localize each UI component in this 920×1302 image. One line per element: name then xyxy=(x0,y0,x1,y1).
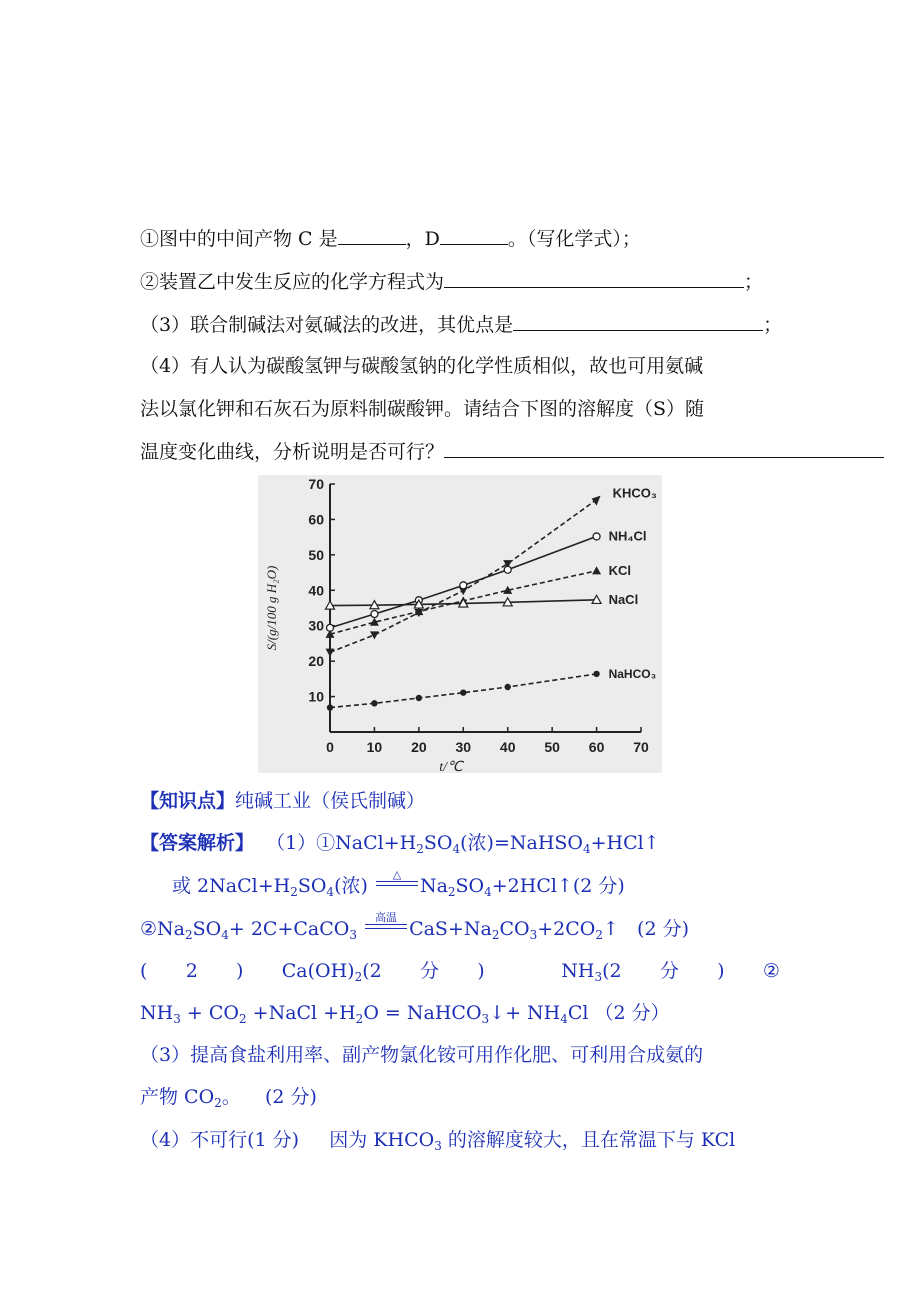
high-temp-condition: 高温 xyxy=(363,915,409,935)
series-point-khco xyxy=(592,496,601,506)
question-4-line3: 温度变化曲线，分析说明是否可行？ xyxy=(140,439,884,465)
answer-section-2-header: ( 2 ) $Ca(OH)_2(2$ 分 ) $NH_3(2$ 分 ) ② xyxy=(140,960,780,984)
series-label-kcl: KCl xyxy=(608,562,631,578)
y-tick-label: 40 xyxy=(308,582,324,599)
series-point-khco xyxy=(326,649,335,657)
y-tick-label: 60 xyxy=(308,511,324,528)
x-axis-label: t/℃ xyxy=(439,760,463,773)
series-label-khco: KHCO₃ xyxy=(612,485,657,501)
series-point-nahco xyxy=(460,689,466,695)
y-tick-label: 30 xyxy=(308,617,324,634)
question-4-line1: （4）有人认为碳酸氢钾与碳酸氢钠的化学性质相似，故也可用氨碱 xyxy=(140,355,704,377)
series-point-nhcl xyxy=(593,533,600,540)
knowledge-point: 【知识点】纯碱工业（侯氏制碱） xyxy=(140,790,426,812)
x-tick-label: 0 xyxy=(326,739,334,755)
series-point-nhcl xyxy=(504,566,511,573)
answer-blank-advantage xyxy=(513,312,763,331)
answer-blank-d xyxy=(440,226,508,245)
x-tick-label: 20 xyxy=(411,739,427,755)
series-label-nacl: NaCl xyxy=(608,591,639,607)
solubility-chart xyxy=(258,475,662,773)
series-label-nahco: NaHCO₃ xyxy=(608,666,657,681)
y-tick-label: 10 xyxy=(308,688,324,705)
y-tick-label: 20 xyxy=(308,653,324,670)
x-tick-label: 10 xyxy=(366,739,383,755)
x-tick-label: 30 xyxy=(455,739,472,755)
answer-2-1-line1: 【答案解析】 $(1)①NaCl+H_2SO_4$(浓)=NaHSO$_4$+HCl↑ xyxy=(140,832,660,856)
question-2-1: ①图中的中间产物 C 是 ，D 。（写化学式）； xyxy=(140,228,641,250)
answer-2-2: $②Na_2SO_4+$ 2C+CaCO$_3$ 高温 $CaS+Na_2CO_3+2CO_2↑$ (2 分) xyxy=(140,911,689,942)
series-point-nahco xyxy=(416,695,422,701)
x-tick-label: 70 xyxy=(633,739,649,755)
x-tick-label: 50 xyxy=(544,739,560,755)
question-4-line2: 法以氯化钾和石灰石为原料制碳酸钾。请结合下图的溶解度（S）随 xyxy=(140,398,705,420)
answer-blank-c xyxy=(338,226,406,245)
answer-nh3-equation: $NH_3 + CO_2$ +NaCl $+H_2O$ = NaHCO$_3$↓+ $NH_4Cl$ （2 分） xyxy=(140,1002,670,1026)
y-tick-label: 70 xyxy=(308,476,324,492)
series-point-nahco xyxy=(505,684,511,690)
question-2-2: ②装置乙中发生反应的化学方程式为 ； xyxy=(140,271,764,293)
answer-3-line2: 产物 $CO_2$。 (2 分) xyxy=(140,1086,317,1110)
y-axis-label: S/(g/100 g H₂O) xyxy=(264,565,279,651)
question-3: （3）联合制碱法对氨碱法的改进，其优点是 ； xyxy=(140,314,783,336)
series-label-nhcl: NH₄Cl xyxy=(608,528,647,544)
answer-4: （4）不可行(1 分) 因为 $KHCO_3$ 的溶解度较大，且在常温下与 KCl xyxy=(140,1129,736,1153)
answer-2-1-line2: 或 $2NaCl+H_2SO_4$(浓) △ $Na_2SO_4+2HCl↑(2$ 分) xyxy=(172,868,625,899)
series-point-nahco xyxy=(371,700,377,706)
answer-blank-feasibility xyxy=(444,439,884,458)
answer-blank-equation xyxy=(444,269,744,288)
heat-condition: △ xyxy=(374,872,420,892)
series-point-kcl xyxy=(592,566,601,574)
x-tick-label: 60 xyxy=(588,739,605,755)
series-point-nhcl xyxy=(371,611,378,618)
series-point-nahco xyxy=(327,704,333,710)
series-point-nhcl xyxy=(460,582,467,589)
series-point-nahco xyxy=(593,671,599,677)
x-tick-label: 40 xyxy=(499,739,516,755)
answer-3-line1: （3）提高食盐利用率、副产物氯化铵可用作化肥、可利用合成氨的 xyxy=(140,1044,704,1066)
series-line-khco xyxy=(330,500,597,653)
y-tick-label: 50 xyxy=(308,546,324,563)
